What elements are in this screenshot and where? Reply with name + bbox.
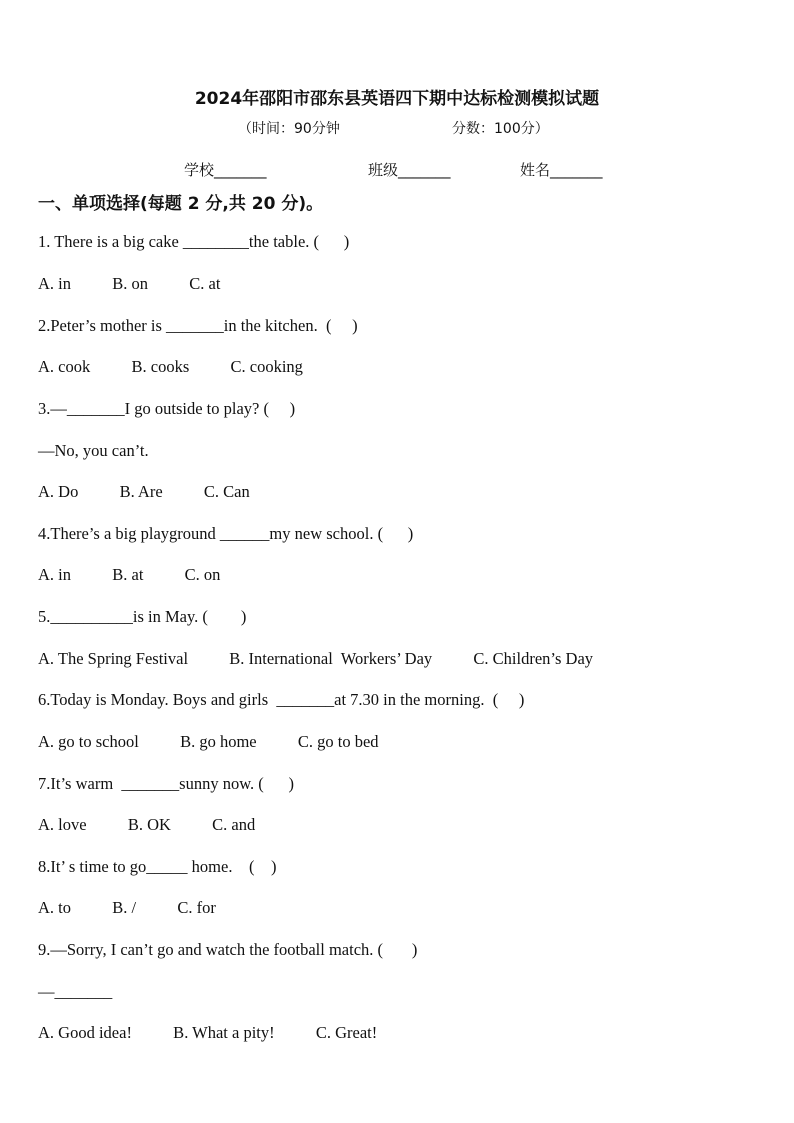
exam-score: 分数：100分） <box>452 121 549 137</box>
question-6: 6.Today is Monday. Boys and girls _______at 7.30 in the morning. ( ) <box>38 690 525 709</box>
question-4: 4.There’s a big playground ______my new school. ( ) <box>38 524 414 543</box>
options-2: A. cook B. cooks C. cooking <box>38 357 303 376</box>
question-3-reply: —No, you can’t. <box>38 441 149 460</box>
question-1: 1. There is a big cake ________the table. ( ) <box>38 232 350 251</box>
class-field: 班级_______ <box>368 161 451 179</box>
question-8: 8.It’ s time to go_____ home. ( ) <box>38 857 277 876</box>
section-title: 一、单项选择(每题 2 分,共 20 分)。 <box>38 194 324 214</box>
question-7: 7.It’s warm _______sunny now. ( ) <box>38 774 295 793</box>
options-1: A. in B. on C. at <box>38 274 221 293</box>
options-7: A. love B. OK C. and <box>38 815 256 834</box>
question-3: 3.—_______I go outside to play? ( ) <box>38 399 296 418</box>
options-5: A. The Spring Festival B. International Workers’ Day C. Children’s Day <box>38 649 594 668</box>
question-5: 5.__________is in May. ( ) <box>38 607 247 626</box>
options-6: A. go to school B. go home C. go to bed <box>38 732 379 751</box>
school-field: 学校_______ <box>184 161 267 179</box>
question-2: 2.Peter’s mother is _______in the kitchen. ( ) <box>38 316 358 335</box>
exam-time: （时间：90分钟 <box>238 121 340 137</box>
options-8: A. to B. / C. for <box>38 898 216 917</box>
options-9: A. Good idea! B. What a pity! C. Great! <box>38 1023 378 1042</box>
question-9: 9.—Sorry, I can’t go and watch the football match. ( ) <box>38 940 418 959</box>
options-4: A. in B. at C. on <box>38 565 221 584</box>
question-9-reply: —_______ <box>38 982 113 1001</box>
options-3: A. Do B. Are C. Can <box>38 482 250 501</box>
exam-title: 2024年邵阳市邵东县英语四下期中达标检测模拟试题 <box>194 89 600 109</box>
name-field: 姓名_______ <box>520 161 603 179</box>
